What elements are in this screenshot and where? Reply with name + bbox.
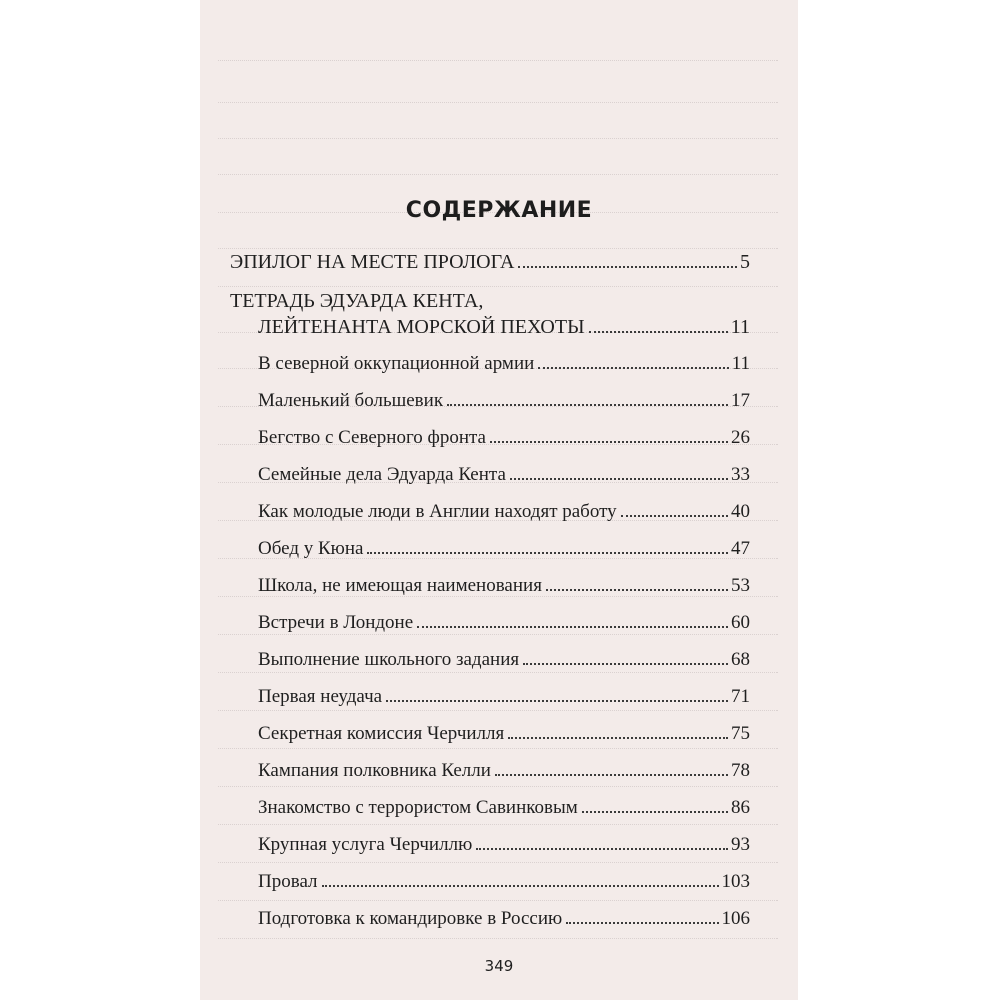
toc-page-number: 71 — [731, 686, 750, 707]
toc-entry[interactable] — [258, 427, 750, 449]
toc-entry-label: Бегство с Северного фронта — [258, 427, 486, 448]
toc-entry-label: В северной оккупационной армии — [258, 353, 535, 374]
toc-page-number: 106 — [721, 908, 750, 929]
toc-entry-label: Выполнение школьного задания — [258, 649, 520, 670]
toc-page-number: 17 — [731, 390, 750, 411]
toc-chapter-label: ЭПИЛОГ НА МЕСТЕ ПРОЛОГА — [230, 251, 515, 273]
leader-dots — [538, 367, 728, 369]
toc-entry-label: Маленький большевик — [258, 390, 444, 411]
leader-dots — [546, 589, 728, 591]
toc-page-number: 40 — [731, 501, 750, 522]
toc-entry-label: Семейные дела Эдуарда Кента — [258, 464, 506, 485]
toc-chapter-notebook[interactable] — [258, 316, 750, 339]
leader-dots — [417, 626, 728, 628]
toc-entry-label: Крупная услуга Черчиллю — [258, 834, 473, 855]
leader-dots — [367, 552, 728, 554]
toc-entry[interactable] — [258, 834, 750, 856]
toc-title: СОДЕРЖАНИЕ — [405, 198, 593, 223]
leader-dots — [589, 331, 728, 333]
toc-entry-label: Школа, не имеющая наименования — [258, 575, 542, 596]
toc-entry-label: Секретная комиссия Черчилля — [258, 723, 505, 744]
page-number: 349 — [484, 957, 514, 975]
leader-dots — [476, 848, 728, 850]
toc-entry[interactable] — [258, 538, 750, 560]
toc-entry-label: Провал — [258, 871, 318, 892]
toc-entry[interactable] — [258, 464, 750, 486]
leader-dots — [510, 478, 728, 480]
toc-entry-label: Как молодые люди в Англии находят работу — [258, 501, 617, 522]
toc-entry[interactable] — [258, 908, 750, 930]
toc-entry[interactable] — [258, 723, 750, 745]
toc-entry-label: Подготовка к командировке в Россию — [258, 908, 563, 929]
toc-entry-label: Кампания полковника Келли — [258, 760, 491, 781]
toc-chapter-label: ЛЕЙТЕНАНТА МОРСКОЙ ПЕХОТЫ — [258, 316, 585, 338]
book-page — [200, 0, 798, 1000]
toc-chapter-label-line1: ТЕТРАДЬ ЭДУАРДА КЕНТА, — [230, 290, 484, 312]
leader-dots — [508, 737, 728, 739]
toc-entry[interactable] — [258, 353, 750, 375]
leader-dots — [386, 700, 728, 702]
toc-page-number: 68 — [731, 649, 750, 670]
toc-entry-label: Первая неудача — [258, 686, 383, 707]
leader-dots — [490, 441, 728, 443]
toc-entry-label: Знакомство с террористом Савинковым — [258, 797, 578, 818]
toc-page-number: 86 — [731, 797, 750, 818]
toc-page-number: 75 — [731, 723, 750, 744]
toc-entry[interactable] — [258, 760, 750, 782]
leader-dots — [322, 885, 719, 887]
toc-page-number: 47 — [731, 538, 750, 559]
leader-dots — [621, 515, 728, 517]
toc-chapter-epilog[interactable] — [230, 251, 750, 274]
leader-dots — [447, 404, 728, 406]
toc-entry[interactable] — [258, 612, 750, 634]
toc-page-number: 11 — [730, 316, 750, 338]
toc-entry[interactable] — [258, 686, 750, 708]
toc-entry-label: Обед у Кюна — [258, 538, 364, 559]
toc-entry-label: Встречи в Лондоне — [258, 612, 414, 633]
toc-entry[interactable] — [258, 501, 750, 523]
toc-page-number: 78 — [731, 760, 750, 781]
leader-dots — [566, 922, 718, 924]
toc-entry[interactable] — [258, 649, 750, 671]
toc-page-number: 5 — [740, 251, 750, 273]
toc-page-number: 60 — [731, 612, 750, 633]
toc-entry[interactable] — [258, 797, 750, 819]
leader-dots — [495, 774, 728, 776]
toc-page-number: 33 — [731, 464, 750, 485]
leader-dots — [518, 266, 737, 268]
toc-page-number: 53 — [731, 575, 750, 596]
toc-page-number: 103 — [721, 871, 750, 892]
toc-page-number: 11 — [731, 353, 750, 374]
toc-page-number: 26 — [731, 427, 750, 448]
toc-page-number: 93 — [731, 834, 750, 855]
toc-entry[interactable] — [258, 575, 750, 597]
leader-dots — [523, 663, 728, 665]
leader-dots — [582, 811, 728, 813]
toc-entry[interactable] — [258, 390, 750, 412]
toc-entry[interactable] — [258, 871, 750, 893]
